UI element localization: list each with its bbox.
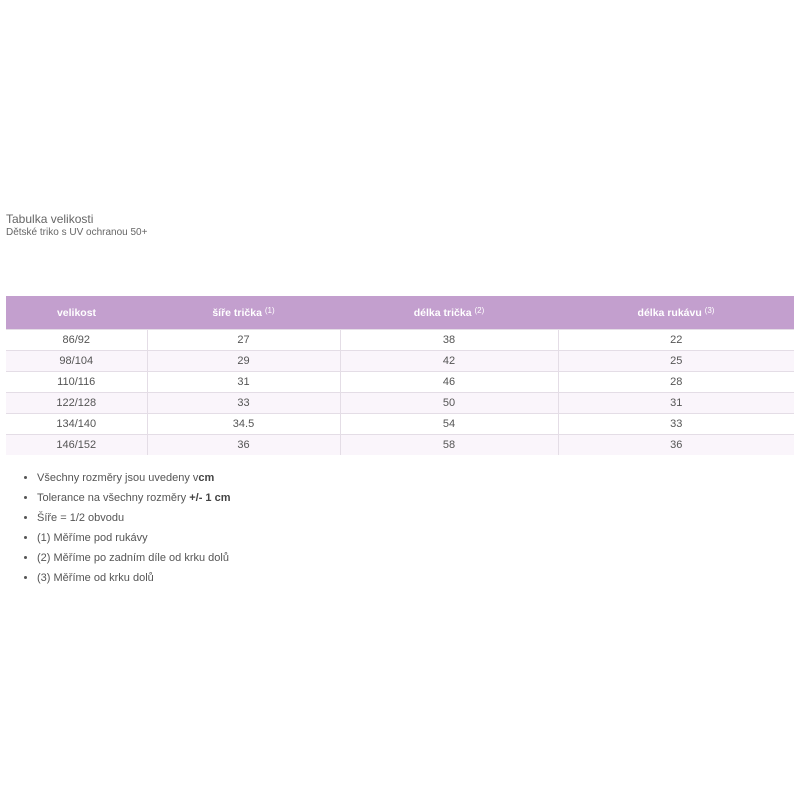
cell-shirt-width: 27 (147, 330, 340, 351)
list-item (37, 528, 231, 548)
cell-shirt-width: 36 (147, 435, 340, 456)
cell-size: 122/128 (6, 393, 147, 414)
cell-sleeve-length: 36 (558, 435, 794, 456)
column-header-sleeve-length-note: (3) (704, 306, 715, 315)
column-header-sleeve-length-label: délka rukávu (637, 307, 702, 319)
note-width-definition: Šíře = 1/2 obvodu (37, 512, 125, 524)
note-measure-2: (2) Měříme po zadním díle od krku dolů (37, 552, 229, 564)
size-notes-list (6, 468, 231, 588)
cell-size: 86/92 (6, 330, 147, 351)
cell-shirt-width: 34.5 (147, 414, 340, 435)
cell-shirt-length: 54 (340, 414, 558, 435)
cell-shirt-length: 46 (340, 372, 558, 393)
note-measure-1: (1) Měříme pod rukávy (37, 532, 148, 544)
table-row (6, 351, 794, 372)
cell-size: 98/104 (6, 351, 147, 372)
list-item (37, 468, 231, 488)
column-header-shirt-width (147, 296, 340, 330)
column-header-shirt-length-label: délka trička (413, 307, 472, 319)
note-tolerance-value: +/- 1 cm (189, 492, 231, 504)
page-subtitle: Dětské triko s UV ochranou 50+ (6, 227, 148, 238)
note-measure-3: (3) Měříme od krku dolů (37, 572, 154, 584)
note-units-text: Všechny rozměry jsou uvedeny v (37, 472, 199, 484)
cell-sleeve-length: 25 (558, 351, 794, 372)
list-item (37, 548, 231, 568)
cell-shirt-width: 33 (147, 393, 340, 414)
cell-sleeve-length: 33 (558, 414, 794, 435)
column-header-sleeve-length (558, 296, 794, 330)
table-row (6, 330, 794, 351)
column-header-shirt-width-note: (1) (264, 306, 275, 315)
list-item (37, 568, 231, 588)
table-row (6, 435, 794, 456)
table-row (6, 414, 794, 435)
size-table (6, 296, 794, 455)
size-table-header-row (6, 296, 794, 330)
table-row (6, 393, 794, 414)
column-header-shirt-width-label: šíře trička (212, 307, 262, 319)
cell-shirt-length: 42 (340, 351, 558, 372)
note-tolerance-text: Tolerance na všechny rozměry (37, 492, 190, 504)
cell-sleeve-length: 28 (558, 372, 794, 393)
cell-shirt-length: 58 (340, 435, 558, 456)
column-header-size (6, 296, 147, 330)
cell-size: 134/140 (6, 414, 147, 435)
table-row (6, 372, 794, 393)
page-title: Tabulka velikosti (6, 212, 94, 226)
cell-shirt-length: 38 (340, 330, 558, 351)
list-item (37, 508, 231, 528)
cell-shirt-width: 29 (147, 351, 340, 372)
cell-sleeve-length: 22 (558, 330, 794, 351)
column-header-size-label: velikost (56, 306, 97, 319)
cell-shirt-length: 50 (340, 393, 558, 414)
cell-shirt-width: 31 (147, 372, 340, 393)
column-header-shirt-length (340, 296, 558, 330)
note-units-value: cm (198, 472, 215, 484)
list-item (37, 488, 231, 508)
cell-size: 110/116 (6, 372, 147, 393)
cell-size: 146/152 (6, 435, 147, 456)
cell-sleeve-length: 31 (558, 393, 794, 414)
column-header-shirt-length-note: (2) (474, 306, 485, 315)
